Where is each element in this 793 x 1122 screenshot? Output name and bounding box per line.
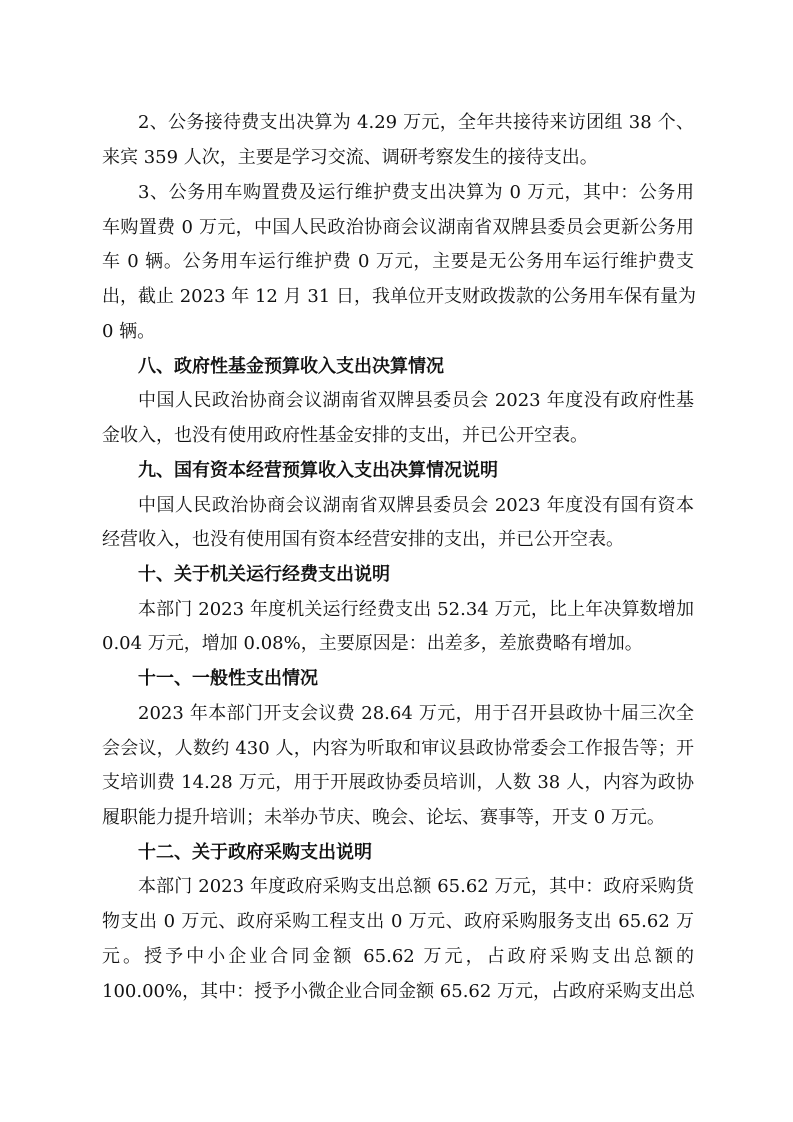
paragraph-line: 本部门 2023 年度机关运行经费支出 52.34 万元，比上年决算数增加	[138, 599, 694, 620]
paragraph-line: 中国人民政治协商会议湖南省双牌县委员会 2023 年度没有国有资本	[138, 495, 694, 516]
section-heading: 九、国有资本经营预算收入支出决算情况说明	[138, 460, 498, 481]
paragraph-line: 元。授予中小企业合同金额 65.62 万元，占政府采购支出总额的	[102, 946, 694, 967]
paragraph-line: 0 辆。	[102, 321, 156, 342]
paragraph-line: 2、公务接待费支出决算为 4.29 万元，全年共接待来访团组 38 个、	[138, 112, 694, 133]
paragraph-line: 0.04 万元，增加 0.08%，主要原因是：出差多，差旅费略有增加。	[102, 633, 643, 654]
paragraph-line: 会会议，人数约 430 人，内容为听取和审议县政协常委会工作报告等；开	[102, 738, 694, 759]
paragraph-line: 本部门 2023 年度政府采购支出总额 65.62 万元，其中：政府采购货	[138, 876, 694, 897]
section-heading: 十二、关于政府采购支出说明	[138, 842, 372, 863]
section-heading: 八、政府性基金预算收入支出决算情况	[138, 356, 444, 377]
section-heading: 十、关于机关运行经费支出说明	[138, 564, 390, 585]
paragraph-line: 金收入，也没有使用政府性基金安排的支出，并已公开空表。	[102, 425, 588, 446]
paragraph-line: 出，截止 2023 年 12 月 31 日，我单位开支财政拨款的公务用车保有量为	[102, 286, 696, 307]
paragraph-line: 物支出 0 万元、政府采购工程支出 0 万元、政府采购服务支出 65.62 万	[102, 911, 694, 932]
section-heading: 十一、一般性支出情况	[138, 668, 318, 689]
paragraph-line: 履职能力提升培训；未举办节庆、晚会、论坛、赛事等，开支 0 万元。	[102, 807, 665, 828]
paragraph-line: 来宾 359 人次，主要是学习交流、调研考察发生的接待支出。	[102, 147, 598, 168]
paragraph-line: 2023 年本部门开支会议费 28.64 万元，用于召开县政协十届三次全	[138, 703, 694, 724]
paragraph-line: 支培训费 14.28 万元，用于开展政协委员培训，人数 38 人，内容为政协	[102, 772, 694, 793]
paragraph-line: 车购置费 0 万元，中国人民政治协商会议湖南省双牌县委员会更新公务用	[102, 217, 694, 238]
paragraph-line: 100.00%，其中：授予小微企业合同金额 65.62 万元，占政府采购支出总	[102, 981, 696, 1002]
paragraph-line: 中国人民政治协商会议湖南省双牌县委员会 2023 年度没有政府性基	[138, 390, 694, 411]
paragraph-line: 经营收入，也没有使用国有资本经营安排的支出，并已公开空表。	[102, 529, 624, 550]
paragraph-line: 车 0 辆。公务用车运行维护费 0 万元，主要是无公务用车运行维护费支	[102, 251, 694, 272]
paragraph-line: 3、公务用车购置费及运行维护费支出决算为 0 万元，其中：公务用	[138, 182, 694, 203]
